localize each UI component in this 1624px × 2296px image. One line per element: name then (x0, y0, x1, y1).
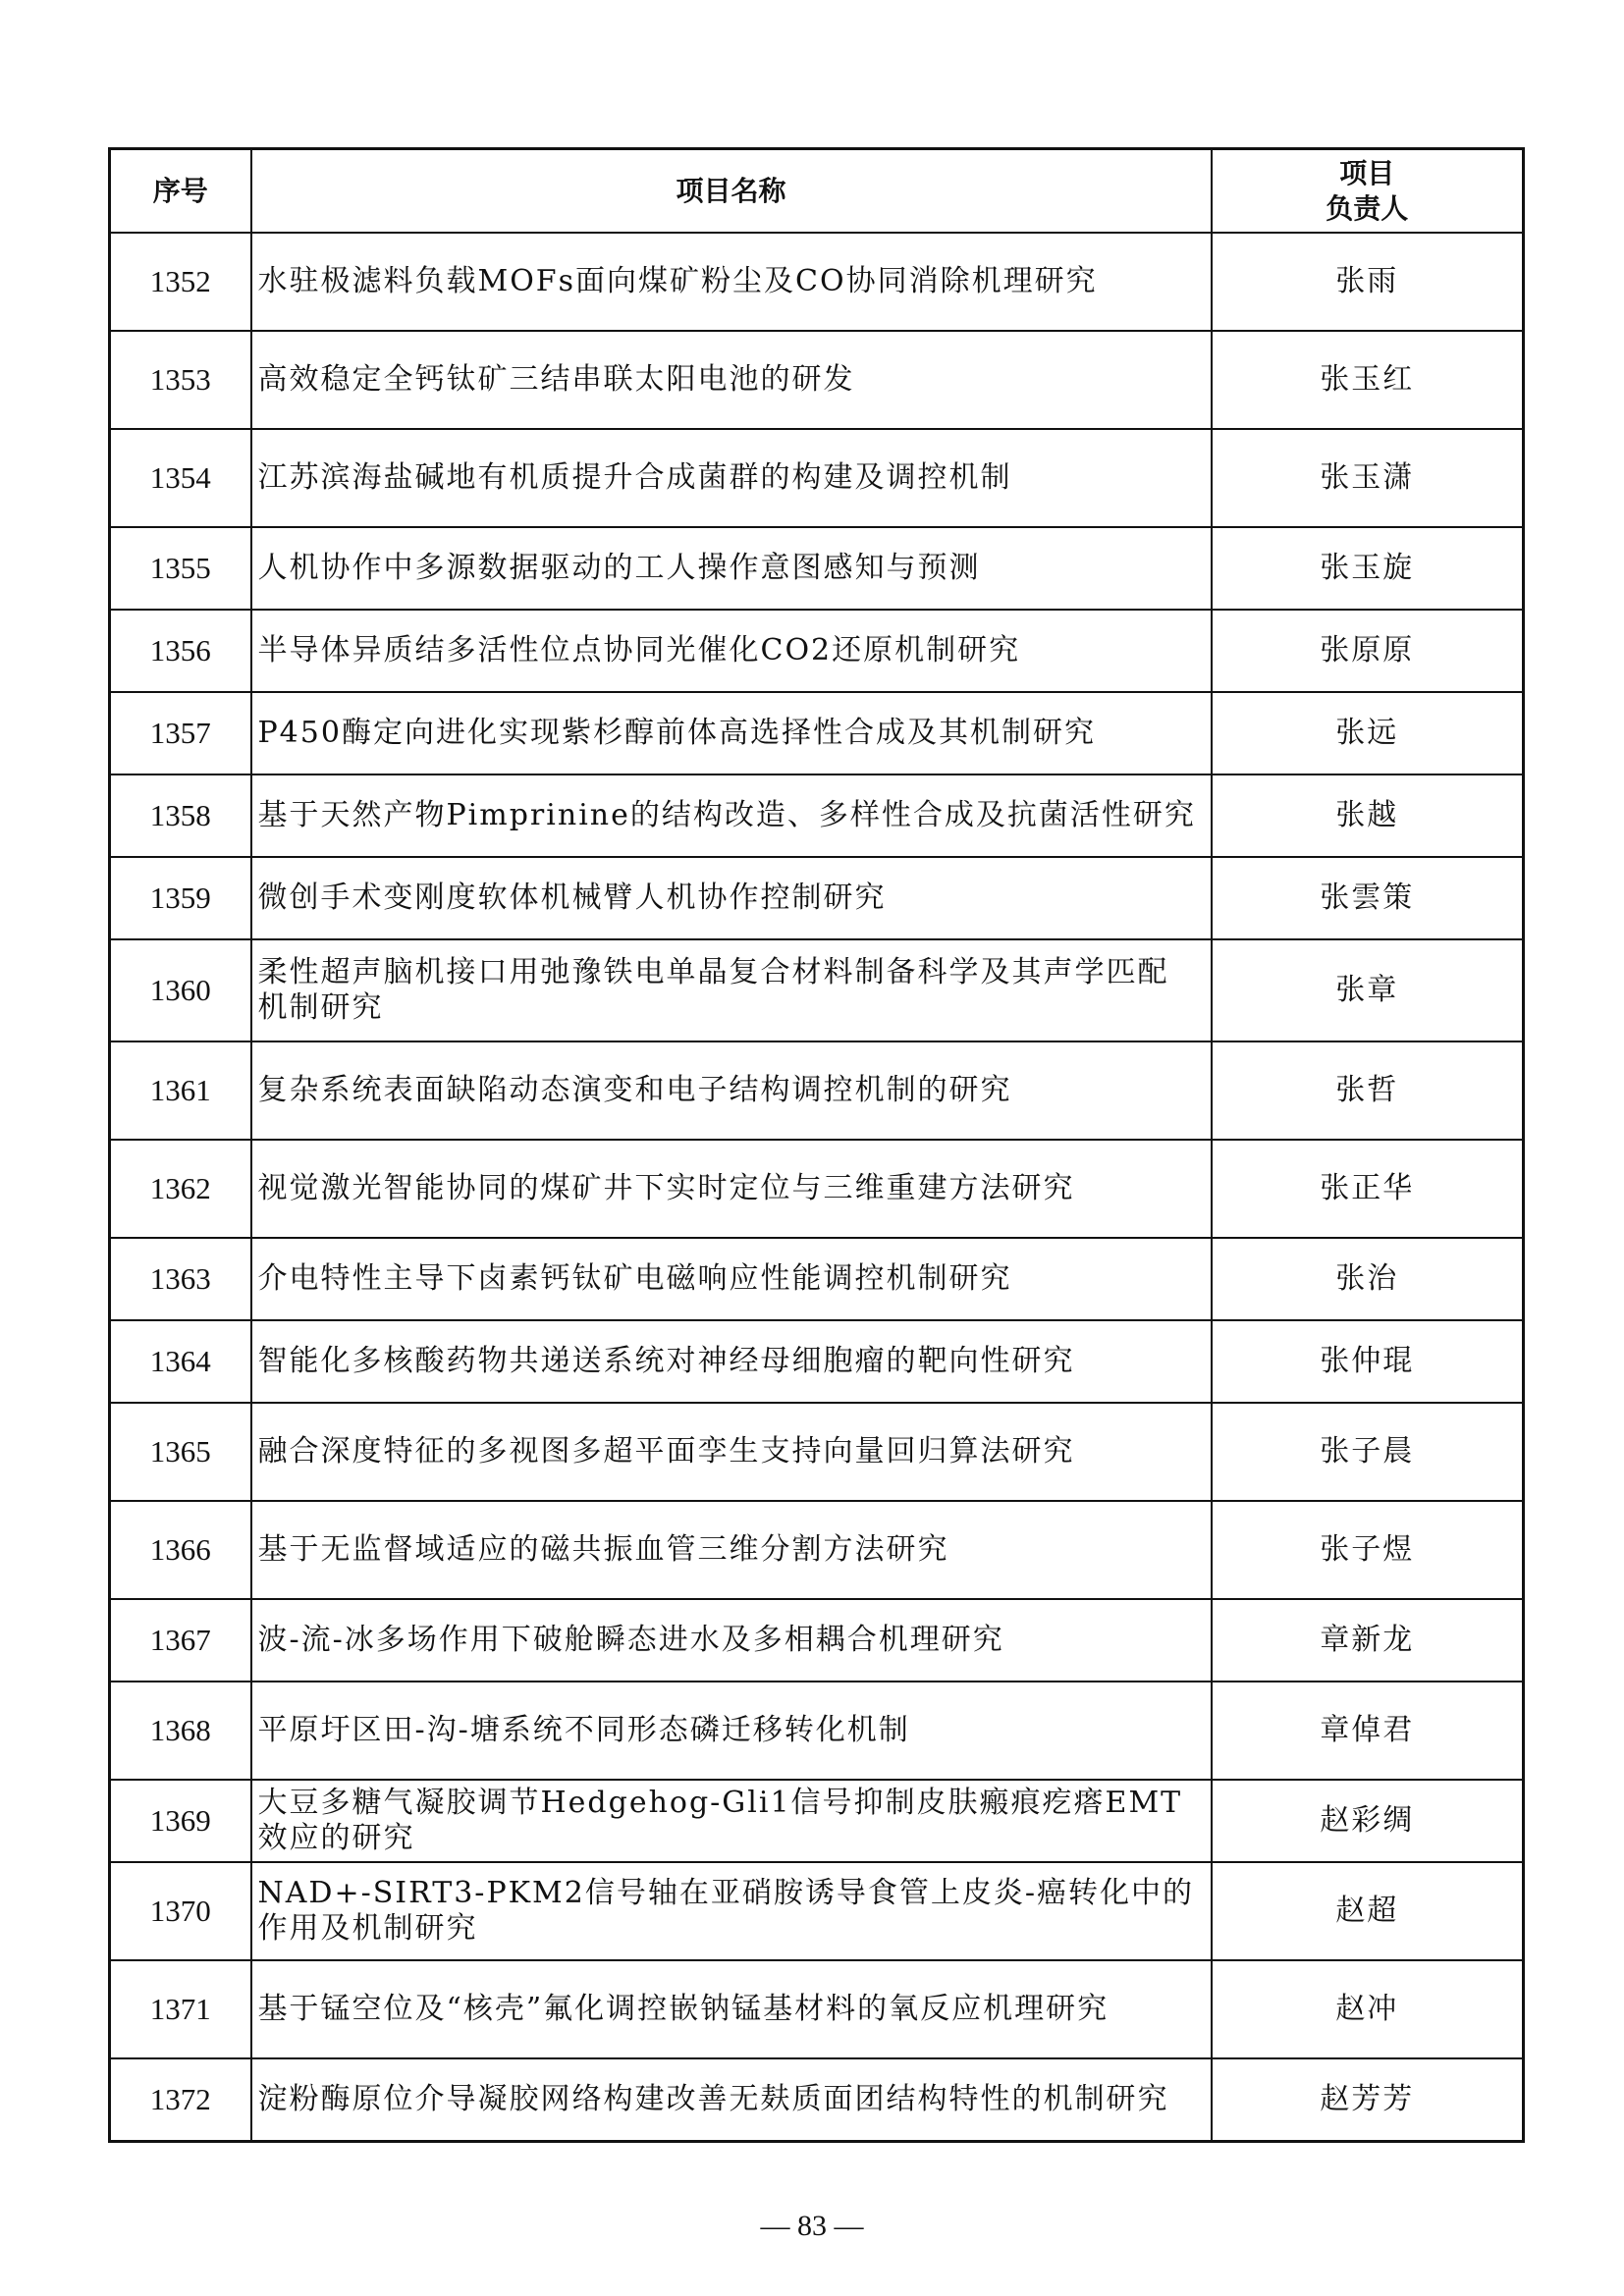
row-serial-number: 1368 (110, 1682, 251, 1780)
row-project-lead: 张玉旋 (1212, 527, 1524, 610)
row-project-name: 融合深度特征的多视图多超平面孪生支持向量回归算法研究 (251, 1403, 1212, 1501)
header-project-lead-line2: 负责人 (1326, 191, 1409, 225)
table-row (110, 1862, 1524, 1960)
header-project-name: 项目名称 (251, 149, 1212, 234)
table-row (110, 429, 1524, 527)
row-project-name: 人机协作中多源数据驱动的工人操作意图感知与预测 (251, 527, 1212, 610)
table-row (110, 1403, 1524, 1501)
table-row (110, 233, 1524, 331)
row-serial-number: 1367 (110, 1599, 251, 1682)
row-project-name: 淀粉酶原位介导凝胶网络构建改善无麸质面团结构特性的机制研究 (251, 2058, 1212, 2141)
row-project-lead: 张玉红 (1212, 331, 1524, 429)
row-project-name: 大豆多糖气凝胶调节Hedgehog-Gli1信号抑制皮肤瘢痕疙瘩EMT效应的研究 (251, 1780, 1212, 1862)
row-serial-number: 1360 (110, 939, 251, 1041)
row-project-name: 基于锰空位及“核壳”氟化调控嵌钠锰基材料的氧反应机理研究 (251, 1960, 1212, 2058)
row-project-lead: 赵超 (1212, 1862, 1524, 1960)
table-row (110, 1599, 1524, 1682)
row-project-name: 介电特性主导下卤素钙钛矿电磁响应性能调控机制研究 (251, 1238, 1212, 1320)
header-serial-number: 序号 (110, 149, 251, 234)
page-number: — 83 — (760, 2210, 864, 2242)
row-project-name: P450酶定向进化实现紫杉醇前体高选择性合成及其机制研究 (251, 692, 1212, 774)
row-project-name: 基于天然产物Pimprinine的结构改造、多样性合成及抗菌活性研究 (251, 774, 1212, 857)
table-row (110, 1320, 1524, 1403)
table-row (110, 1780, 1524, 1862)
row-project-lead: 赵冲 (1212, 1960, 1524, 2058)
header-project-lead-line1: 项目 (1339, 156, 1395, 189)
table-row (110, 610, 1524, 692)
row-project-lead: 章倬君 (1212, 1682, 1524, 1780)
row-serial-number: 1355 (110, 527, 251, 610)
row-serial-number: 1352 (110, 233, 251, 331)
row-serial-number: 1362 (110, 1140, 251, 1238)
row-serial-number: 1372 (110, 2058, 251, 2141)
table-header-row (110, 149, 1524, 234)
row-project-name: NAD+-SIRT3-PKM2信号轴在亚硝胺诱导食管上皮炎-癌转化中的作用及机制研究 (251, 1862, 1212, 1960)
row-project-lead: 张哲 (1212, 1041, 1524, 1140)
row-project-lead: 张子煜 (1212, 1501, 1524, 1599)
row-project-name: 微创手术变刚度软体机械臂人机协作控制研究 (251, 857, 1212, 939)
table-row (110, 774, 1524, 857)
row-serial-number: 1359 (110, 857, 251, 939)
row-serial-number: 1356 (110, 610, 251, 692)
row-serial-number: 1371 (110, 1960, 251, 2058)
table-row (110, 331, 1524, 429)
table-row (110, 527, 1524, 610)
table-body (110, 233, 1524, 2141)
row-project-name: 水驻极滤料负载MOFs面向煤矿粉尘及CO协同消除机理研究 (251, 233, 1212, 331)
row-project-lead: 赵芳芳 (1212, 2058, 1524, 2141)
row-project-lead: 张章 (1212, 939, 1524, 1041)
row-serial-number: 1361 (110, 1041, 251, 1140)
row-serial-number: 1365 (110, 1403, 251, 1501)
row-project-name: 波-流-冰多场作用下破舱瞬态进水及多相耦合机理研究 (251, 1599, 1212, 1682)
row-serial-number: 1370 (110, 1862, 251, 1960)
row-project-lead: 章新龙 (1212, 1599, 1524, 1682)
row-project-lead: 张子晨 (1212, 1403, 1524, 1501)
row-serial-number: 1366 (110, 1501, 251, 1599)
row-project-name: 高效稳定全钙钛矿三结串联太阳电池的研发 (251, 331, 1212, 429)
table-row (110, 1501, 1524, 1599)
row-project-lead: 张远 (1212, 692, 1524, 774)
project-table (108, 147, 1525, 2143)
header-project-lead (1212, 149, 1524, 234)
row-project-lead: 张越 (1212, 774, 1524, 857)
table-row (110, 2058, 1524, 2141)
table-row (110, 1960, 1524, 2058)
table-row (110, 939, 1524, 1041)
row-project-name: 柔性超声脑机接口用弛豫铁电单晶复合材料制备科学及其声学匹配机制研究 (251, 939, 1212, 1041)
row-project-name: 复杂系统表面缺陷动态演变和电子结构调控机制的研究 (251, 1041, 1212, 1140)
row-project-name: 基于无监督域适应的磁共振血管三维分割方法研究 (251, 1501, 1212, 1599)
row-project-name: 半导体异质结多活性位点协同光催化CO2还原机制研究 (251, 610, 1212, 692)
row-project-lead: 张正华 (1212, 1140, 1524, 1238)
row-project-lead: 张玉潇 (1212, 429, 1524, 527)
table-row (110, 1682, 1524, 1780)
row-serial-number: 1364 (110, 1320, 251, 1403)
row-project-lead: 张仲琨 (1212, 1320, 1524, 1403)
row-serial-number: 1369 (110, 1780, 251, 1862)
row-project-lead: 赵彩绸 (1212, 1780, 1524, 1862)
table-row (110, 1041, 1524, 1140)
row-project-lead: 张治 (1212, 1238, 1524, 1320)
row-serial-number: 1358 (110, 774, 251, 857)
row-project-lead: 张原原 (1212, 610, 1524, 692)
table-row (110, 1140, 1524, 1238)
row-serial-number: 1363 (110, 1238, 251, 1320)
row-project-name: 视觉激光智能协同的煤矿井下实时定位与三维重建方法研究 (251, 1140, 1212, 1238)
row-project-name: 平原圩区田-沟-塘系统不同形态磷迁移转化机制 (251, 1682, 1212, 1780)
row-serial-number: 1357 (110, 692, 251, 774)
row-serial-number: 1354 (110, 429, 251, 527)
row-project-name: 江苏滨海盐碱地有机质提升合成菌群的构建及调控机制 (251, 429, 1212, 527)
table-row (110, 1238, 1524, 1320)
table-row (110, 692, 1524, 774)
table-row (110, 857, 1524, 939)
row-serial-number: 1353 (110, 331, 251, 429)
row-project-name: 智能化多核酸药物共递送系统对神经母细胞瘤的靶向性研究 (251, 1320, 1212, 1403)
row-project-lead: 张雨 (1212, 233, 1524, 331)
row-project-lead: 张雲策 (1212, 857, 1524, 939)
